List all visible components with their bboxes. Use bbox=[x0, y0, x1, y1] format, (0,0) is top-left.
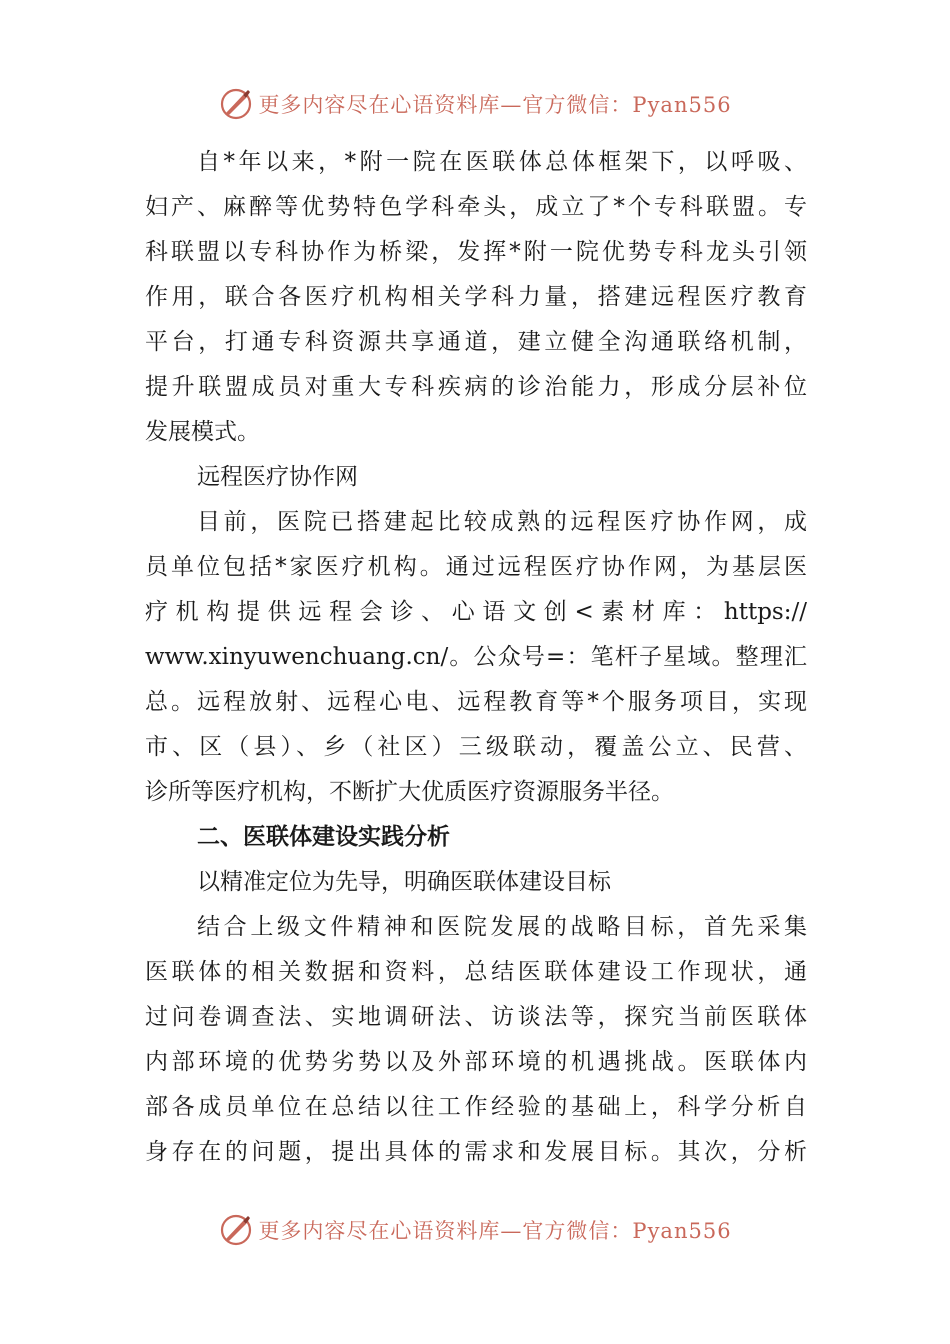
text-line: 科联盟以专科协作为桥梁，发挥*附一院优势专科龙头引领 bbox=[145, 239, 807, 265]
text-line: 自*年以来，*附一院在医联体总体框架下，以呼吸、 bbox=[197, 149, 807, 175]
text-line: 医联体的相关数据和资料，总结医联体建设工作现状，通 bbox=[145, 959, 807, 985]
text-line: 员单位包括*家医疗机构。通过远程医疗协作网，为基层医 bbox=[145, 554, 807, 580]
header-watermark bbox=[0, 84, 950, 124]
document-body bbox=[145, 140, 807, 1175]
text-line: 诊所等医疗机构，不断扩大优质医疗资源服务半径。 bbox=[145, 779, 674, 805]
text-line: 发展模式。 bbox=[145, 419, 260, 445]
text-line-with-url: 疗 机 构 提 供 远 程 会 诊 、 心 语 文 创 < 素 材 库 ： https:// bbox=[145, 599, 807, 625]
section-heading: 二、医联体建设实践分析 bbox=[197, 824, 450, 850]
text-line: 总。远程放射、远程心电、远程教育等*个服务项目，实现 bbox=[145, 689, 807, 715]
text-line: 妇产、麻醉等优势特色学科牵头，成立了*个专科联盟。专 bbox=[145, 194, 807, 220]
watermark-text: 更多内容尽在心语资料库—官方微信：Pyan556 bbox=[258, 93, 732, 117]
footer-watermark bbox=[0, 1210, 950, 1250]
text-line: 过问卷调查法、实地调研法、访谈法等，探究当前医联体 bbox=[145, 1004, 807, 1030]
text-line: 内部环境的优势劣势以及外部环境的机遇挑战。医联体内 bbox=[145, 1049, 807, 1075]
watermark-text: 更多内容尽在心语资料库—官方微信：Pyan556 bbox=[258, 1219, 732, 1243]
text-line: 平台，打通专科资源共享通道，建立健全沟通联络机制， bbox=[145, 329, 807, 355]
section-subheading: 以精准定位为先导，明确医联体建设目标 bbox=[197, 869, 611, 895]
text-line: 市、区（县）、乡（社区）三级联动，覆盖公立、民营、 bbox=[145, 734, 807, 760]
section-subheading: 远程医疗协作网 bbox=[197, 464, 358, 490]
text-line: 目前，医院已搭建起比较成熟的远程医疗协作网，成 bbox=[197, 509, 807, 535]
text-line: 结合上级文件精神和医院发展的战略目标，首先采集 bbox=[197, 914, 807, 940]
text-line: 提升联盟成员对重大专科疾病的诊治能力，形成分层补位 bbox=[145, 374, 807, 400]
text-line: 部各成员单位在总结以往工作经验的基础上，科学分析自 bbox=[145, 1094, 807, 1120]
quill-logo-icon bbox=[218, 1212, 254, 1248]
text-line: 作用，联合各医疗机构相关学科力量，搭建远程医疗教育 bbox=[145, 284, 807, 310]
quill-logo-icon bbox=[218, 86, 254, 122]
text-line-with-url: www.xinyuwenchuang.cn/。公众号=：笔杆子星域。整理汇 bbox=[145, 644, 807, 670]
text-line: 身存在的问题，提出具体的需求和发展目标。其次，分析 bbox=[145, 1139, 807, 1165]
